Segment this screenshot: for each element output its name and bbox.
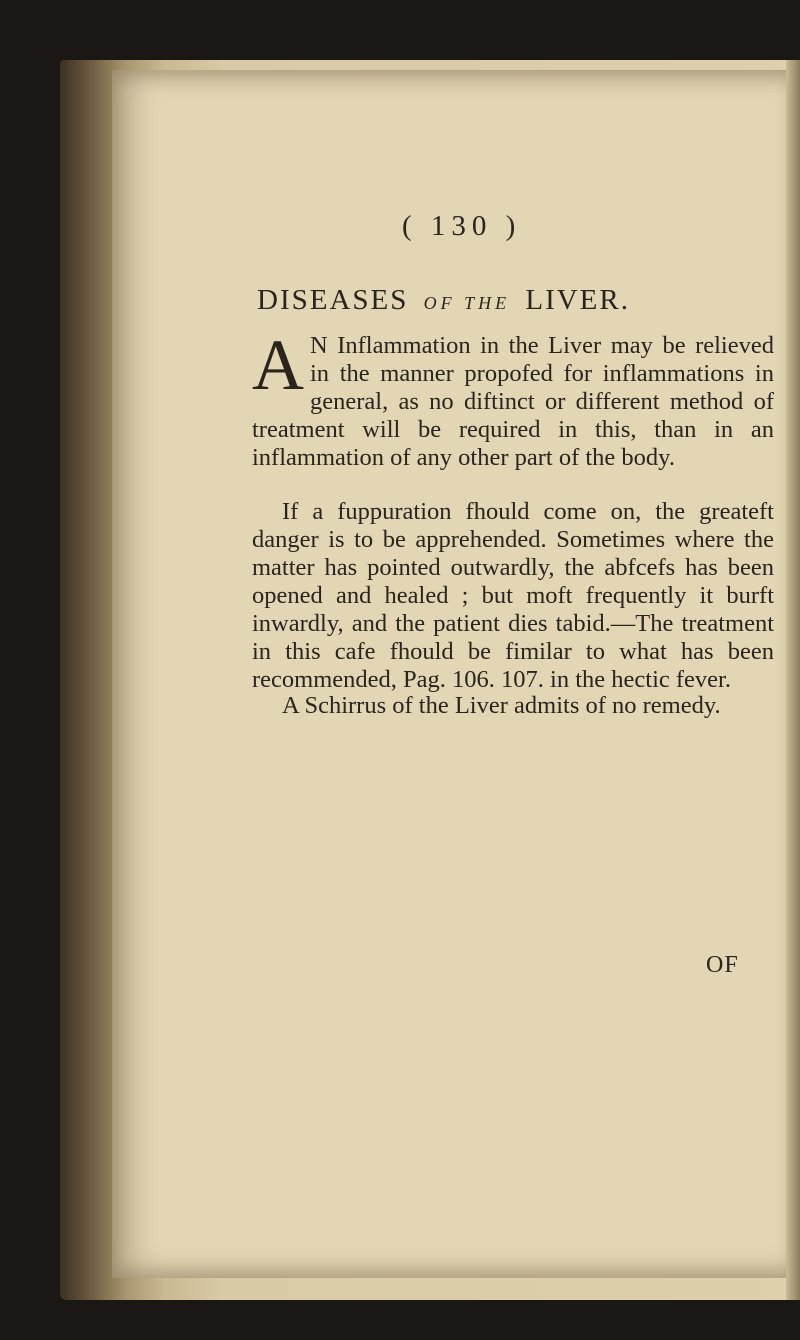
paragraph-1-text: N Inflammation in the Liver may be relieved in the manner propofed for inflammations in general, as no diftinct or different method of treatment will be required in this, than in an inflammation of any other part of the body. xyxy=(252,332,774,471)
heading-main: DISEASES xyxy=(257,284,409,316)
paragraph-2: If a fuppuration fhould come on, the greateft danger is to be apprehended. Sometimes where the matter has pointed outwardly, the abfcefs has been opened and healed ; but moft frequently it burft inwardly, and the patient dies tabid.—The treatment in this cafe fhould be fimilar to what has been recommended, Pag. 106. 107. in the hectic fever. xyxy=(252,498,774,693)
drop-cap: A xyxy=(252,325,304,405)
paragraph-3: A Schirrus of the Liver admits of no remedy. xyxy=(282,692,721,719)
paragraph-1 xyxy=(252,325,774,472)
page-number: ( 130 ) xyxy=(402,210,522,242)
heading-end: LIVER. xyxy=(525,284,630,316)
heading-small: OF THE xyxy=(423,293,511,313)
catchword: OF xyxy=(706,952,739,978)
chapter-heading xyxy=(257,284,630,317)
